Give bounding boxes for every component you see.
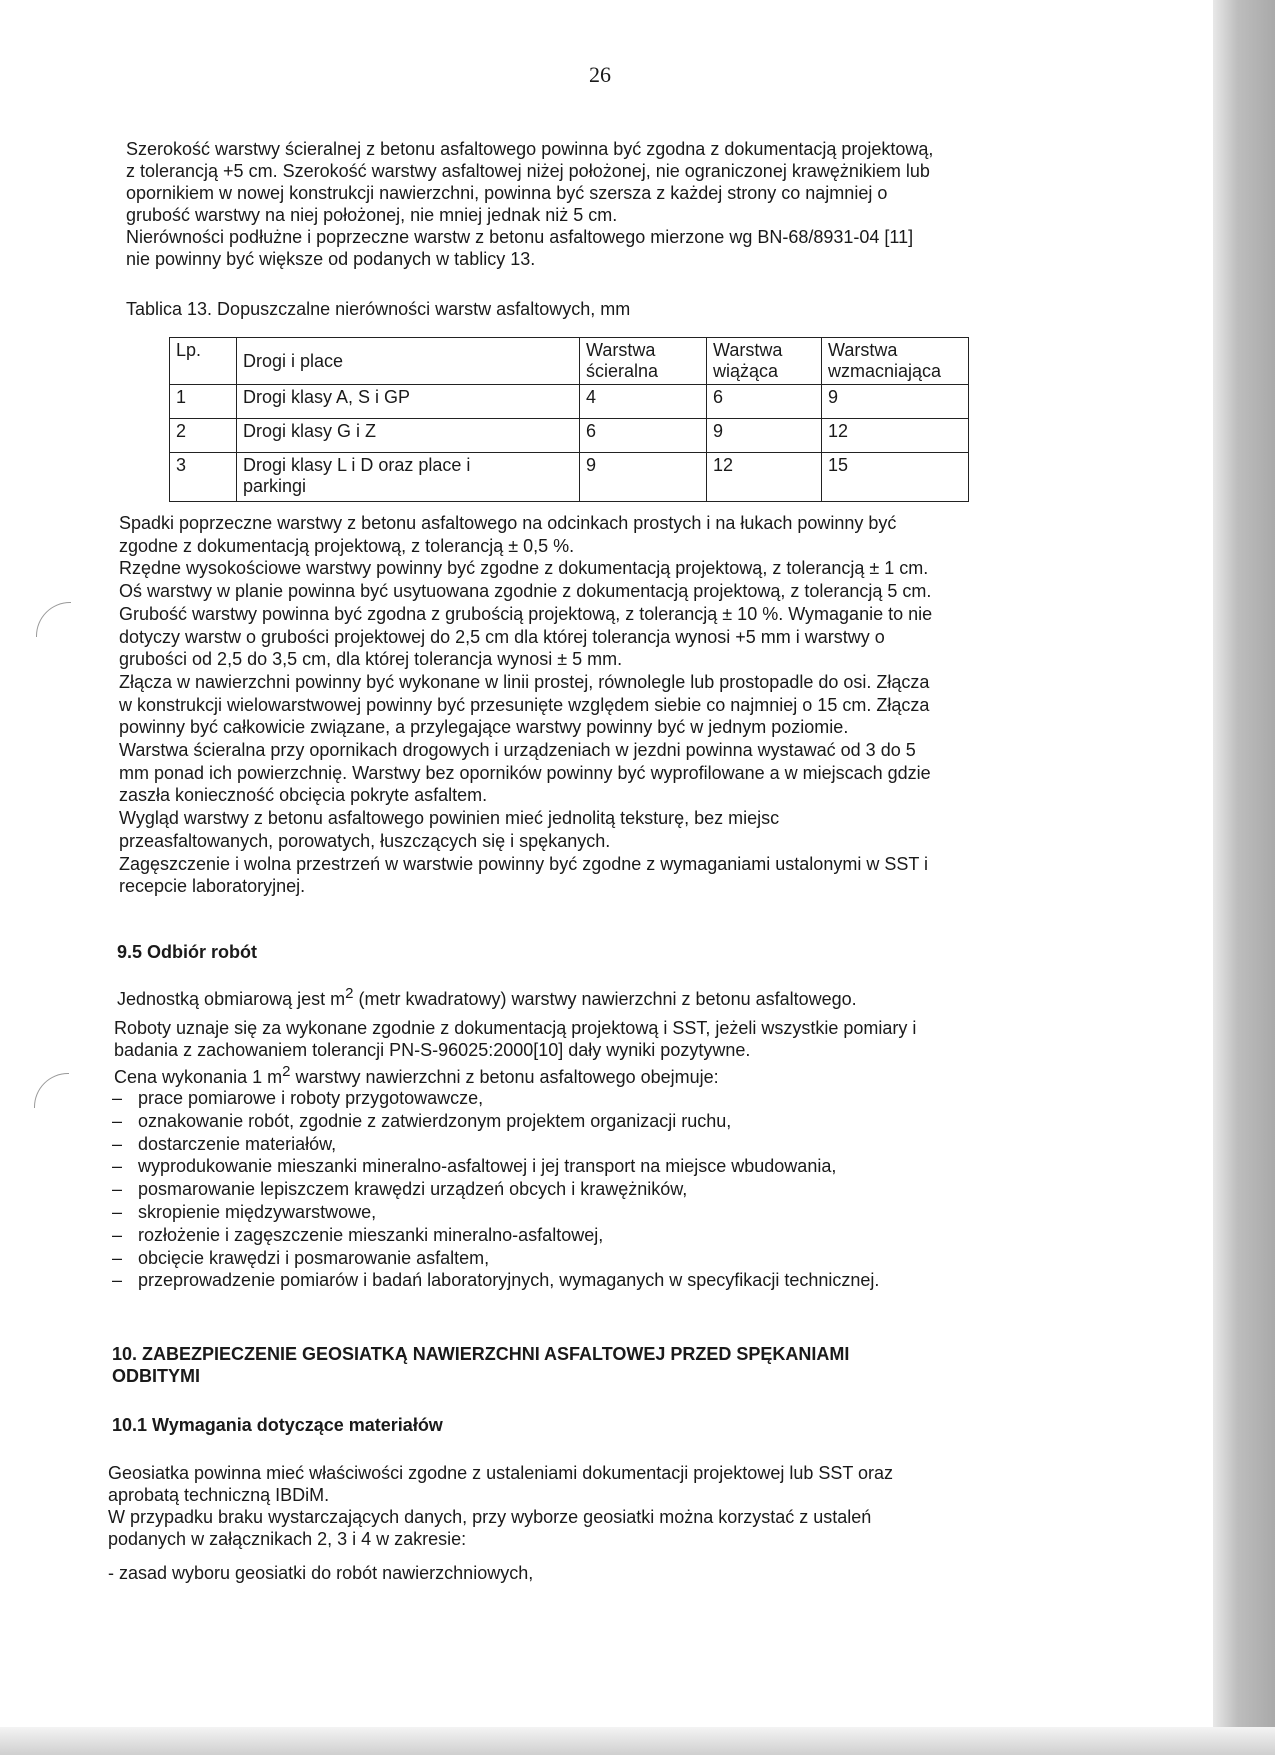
punch-hole-mark (36, 602, 71, 637)
scan-bottom-edge (0, 1727, 1275, 1755)
table-row (170, 419, 969, 453)
row-cell: Drogi klasy A, S i GP (237, 385, 580, 419)
row-cell: 12 (822, 419, 969, 453)
price-text-pre: Cena wykonania 1 m (114, 1067, 283, 1087)
section-10-1-heading: 10.1 Wymagania dotyczące materiałów (112, 1415, 443, 1435)
intro-paragraph: Szerokość warstwy ścieralnej z betonu asfaltowego powinna być zgodna z dokumentacją projektową, z tolerancją +5 cm. Szerokość warstwy asfaltowej niżej położonej, nie ograniczonej krawężnikiem lub opornikiem w nowej konstrukcji nawierzchni, powinna być szersza z każdej strony co najmniej o grubość warstwy na niej położonej, nie mniej jednak niż 5 cm. Nierówności podłużne i poprzeczne warstw z betonu asfaltowego mierzone wg BN-68/8931-04 [11] nie powinny być większe od podanych w tablicy 13. (126, 139, 934, 269)
header-cell-roads: Drogi i place (237, 338, 580, 385)
list-item: – prace pomiarowe i roboty przygotowawcze, (112, 1087, 879, 1110)
header-cell-wearing: Warstwa ścieralna (580, 338, 707, 385)
row-cell: Drogi klasy G i Z (237, 419, 580, 453)
measure-unit-sentence (117, 983, 857, 1010)
row-cell: Drogi klasy L i D oraz place i parkingi (237, 453, 580, 502)
row-cell: 12 (707, 453, 822, 502)
page-number: 26 (589, 62, 611, 87)
header-cell-base: Warstwa wzmacniająca (822, 338, 969, 385)
list-item: – oznakowanie robót, zgodnie z zatwierdzonym projektem organizacji ruchu, (112, 1110, 879, 1133)
scan-right-edge (1213, 0, 1275, 1755)
price-sup: 2 (282, 1063, 291, 1080)
price-sentence (114, 1061, 719, 1088)
header-cell-lp: Lp. (170, 338, 237, 385)
measure-text-pre: Jednostką obmiarową jest m (117, 989, 346, 1009)
list-item: – posmarowanie lepiszczem krawędzi urządzeń obcych i krawężników, (112, 1178, 879, 1201)
table-caption: Tablica 13. Dopuszczalne nierówności warstw asfaltowych, mm (126, 299, 631, 319)
row-cell: 9 (822, 385, 969, 419)
punch-hole-mark (34, 1073, 69, 1108)
section-9-5-heading: 9.5 Odbiór robót (117, 942, 258, 962)
row-cell: 9 (707, 419, 822, 453)
acceptance-paragraph: Roboty uznaje się za wykonane zgodnie z dokumentacją projektową i SST, jeżeli wszystkie pomiary i badania z zachowaniem tolerancji PN-S-96025:2000[10] dały wyniki pozytywne. (114, 1018, 917, 1060)
list-item: – dostarczenie materiałów, (112, 1133, 879, 1156)
list-item: – wyprodukowanie mieszanki mineralno-asfaltowej i jej transport na miejsce wbudowania, (112, 1155, 879, 1178)
measure-text-post: (metr kwadratowy) warstwy nawierzchni z betonu asfaltowego. (353, 989, 857, 1009)
requirements-paragraph: Spadki poprzeczne warstwy z betonu asfaltowego na odcinkach prostych i na łukach powinny być zgodne z dokumentacją projektową, z tolerancją ± 0,5 %. Rzędne wysokościowe warstwy powinny być zgodne z dokumentacją projektową, z tolerancją ± 1 cm. Oś warstwy w planie powinna być usytuowana zgodnie z dokumentacją projektową, z tolerancją 5 cm. Grubość warstwy powinna być zgodna z grubością projektową, z tolerancją ± 10 %. Wymaganie to nie dotyczy warstw o grubości projektowej do 2,5 cm dla której tolerancja wynosi +5 mm i warstwy o grubości od 2,5 do 3,5 cm, dla której tolerancja wynosi ± 5 mm. Złącza w nawierzchni powinny być wykonane w linii prostej, równolegle lub prostopadle do osi. Złącza w konstrukcji wielowarstwowej powinny być przesunięte względem siebie co najmniej o 15 cm. Złącza powinny być całkowicie związane, a przylegające warstwy powinny być w jednym poziomie. Warstwa ścieralna przy opornikach drogowych i urządzeniach w jezdni powinna wystawać od 3 do 5 mm ponad ich powierzchnię. Warstwy bez oporników powinny być wyprofilowane a w miejscach gdzie zaszła konieczność obcięcia pokryte asfaltem. Wygląd warstwy z betonu asfaltowego powinien mieć jednolitą teksturę, bez miejsc przeasfaltowanych, porowatych, łuszczących się i spękanych. Zagęszczenie i wolna przestrzeń w warstwie powinny być zgodne z wymaganiami ustalonymi w SST i recepcie laboratoryjnej. (119, 513, 933, 897)
list-item: – skropienie międzywarstwowe, (112, 1201, 879, 1224)
row-cell: 15 (822, 453, 969, 502)
list-item: – rozłożenie i zagęszczenie mieszanki mineralno-asfaltowej, (112, 1224, 879, 1247)
measure-sup: 2 (345, 985, 354, 1002)
table-header-row (170, 338, 969, 385)
tolerance-table (169, 337, 969, 502)
row-cell: 6 (707, 385, 822, 419)
row-cell: 6 (580, 419, 707, 453)
row-cell: 9 (580, 453, 707, 502)
list-item: – obcięcie krawędzi i posmarowanie asfaltem, (112, 1247, 879, 1270)
geogrid-paragraph: Geosiatka powinna mieć właściwości zgodne z ustaleniami dokumentacji projektowej lub SST oraz aprobatą techniczną IBDiM. W przypadku braku wystarczających danych, przy wyborze geosiatki można korzystać z ustaleń podanych w załącznikach 2, 3 i 4 w zakresie: (108, 1463, 894, 1549)
row-cell: 4 (580, 385, 707, 419)
table-row (170, 385, 969, 419)
row-cell: 2 (170, 419, 237, 453)
row-cell: 1 (170, 385, 237, 419)
header-cell-binding: Warstwa wiążąca (707, 338, 822, 385)
table-row (170, 453, 969, 502)
price-text-post: warstwy nawierzchni z betonu asfaltowego obejmuje: (290, 1067, 719, 1087)
section-10-heading: 10. ZABEZPIECZENIE GEOSIATKĄ NAWIERZCHNI ASFALTOWEJ PRZED SPĘKANIAMI ODBITYMI (112, 1344, 850, 1386)
row-cell: 3 (170, 453, 237, 502)
price-items-list (112, 1087, 879, 1292)
list-item: – przeprowadzenie pomiarów i badań laboratoryjnych, wymaganych w specyfikacji technicznej. (112, 1269, 879, 1292)
geogrid-list-item: - zasad wyboru geosiatki do robót nawierzchniowych, (108, 1563, 534, 1583)
